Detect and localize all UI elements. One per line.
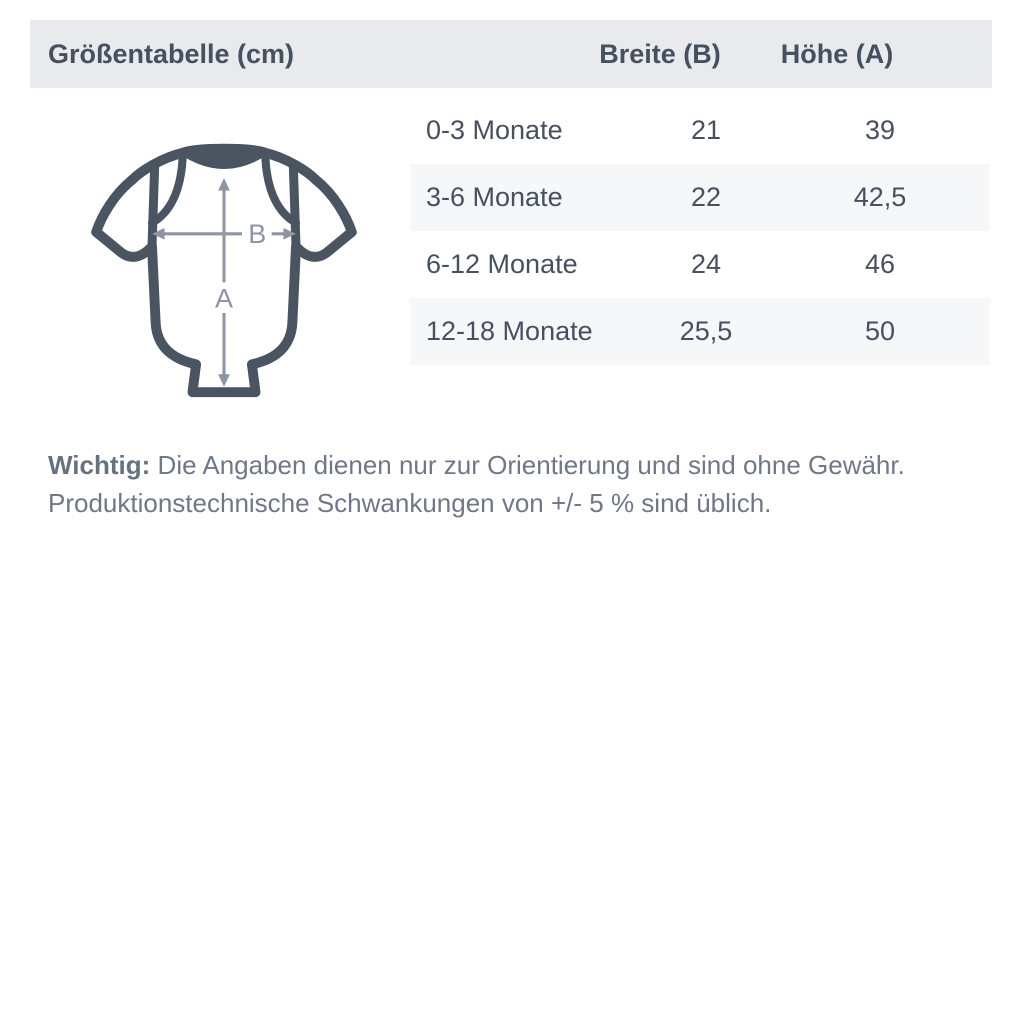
disclaimer-text-1: Die Angaben dienen nur zur Orientierung und sind ohne Gewähr.	[157, 450, 905, 480]
disclaimer-label: Wichtig:	[48, 450, 151, 480]
size-label: 6-12 Monate	[426, 249, 578, 279]
height-value: 50	[864, 316, 896, 346]
disclaimer-line-2	[48, 484, 978, 522]
width-value: 25,5	[679, 316, 733, 346]
column-header-height: Höhe (A)	[780, 39, 894, 69]
height-value: 42,5	[853, 182, 907, 212]
baby-bodysuit-icon	[89, 133, 359, 403]
width-value: 24	[690, 249, 722, 279]
measurement-label-a: A	[214, 283, 234, 314]
width-value: 21	[690, 115, 722, 145]
table-title: Größentabelle (cm)	[48, 39, 295, 69]
table-row	[410, 231, 990, 298]
table-row	[410, 164, 990, 231]
size-label: 0-3 Monate	[426, 115, 563, 145]
disclaimer-note	[48, 446, 978, 522]
column-header-width: Breite (B)	[599, 39, 721, 69]
table-row	[410, 97, 990, 164]
disclaimer-text-2: Produktionstechnische Schwankungen von +/- 5 % sind üblich.	[48, 488, 772, 518]
table-header	[30, 20, 992, 88]
width-value: 22	[690, 182, 722, 212]
size-label: 12-18 Monate	[426, 316, 593, 346]
height-value: 46	[864, 249, 896, 279]
disclaimer-line-1	[48, 446, 978, 484]
table-row	[410, 298, 990, 365]
size-label: 3-6 Monate	[426, 182, 563, 212]
measurement-label-b: B	[248, 218, 267, 249]
size-table-rows	[410, 97, 990, 365]
height-value: 39	[864, 115, 896, 145]
